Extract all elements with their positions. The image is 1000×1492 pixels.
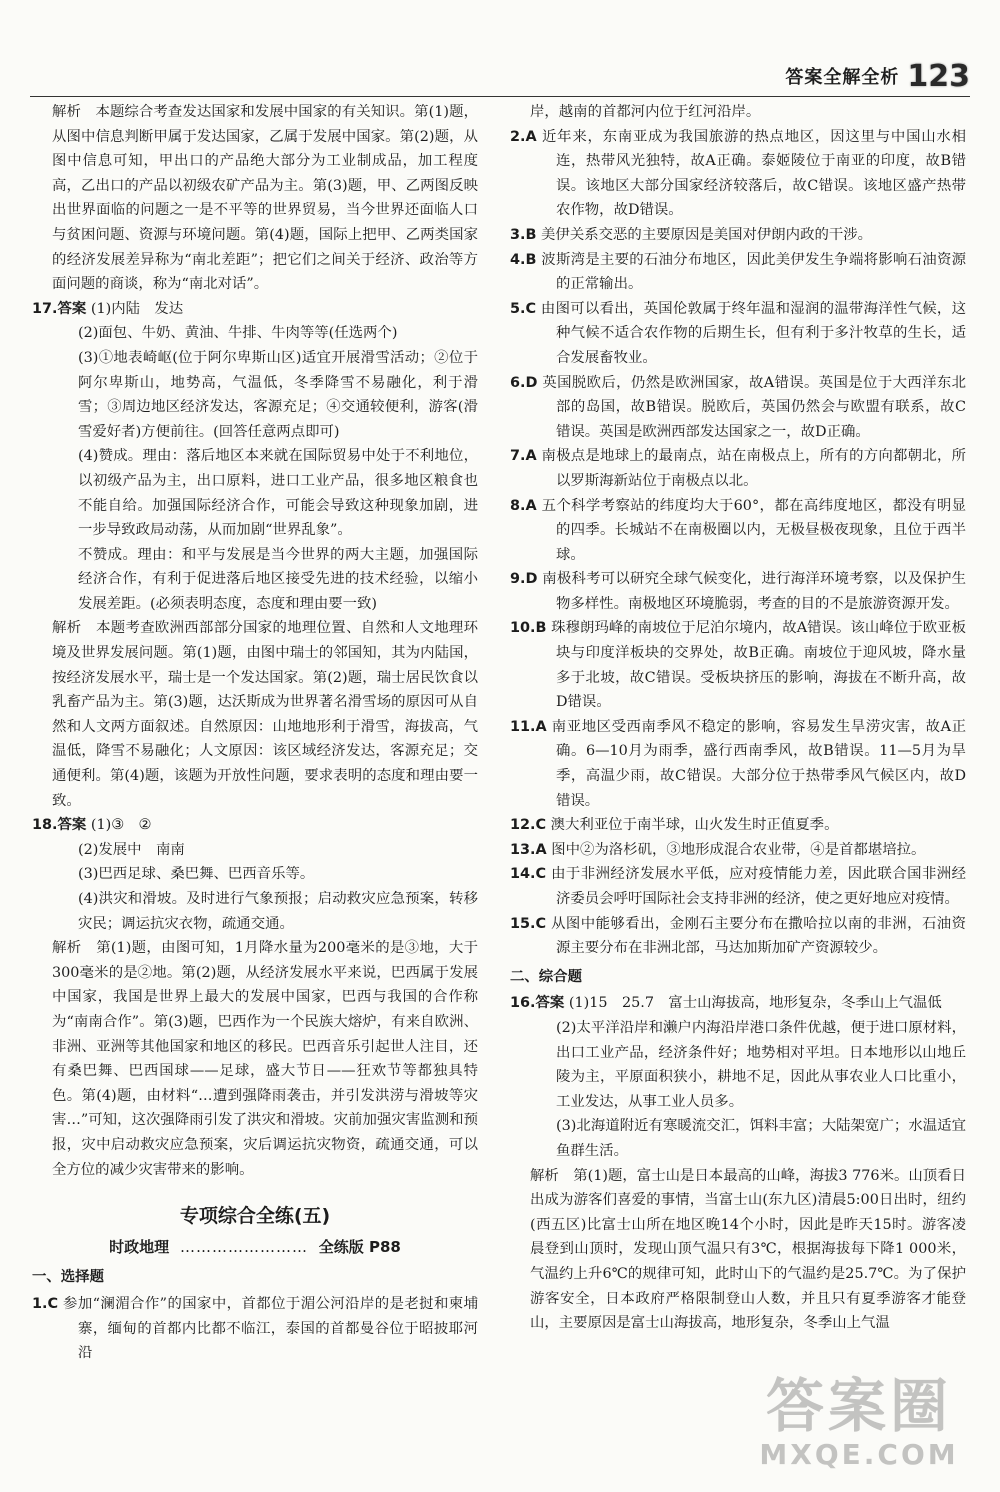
answer-text: 参加“澜湄合作”的国家中，首都位于湄公河沿岸的是老挝和柬埔寨，缅甸的首都内比都不临江，泰国的首都曼谷位于昭披耶河沿 [63,1295,479,1362]
question-number: 15.C [510,915,547,932]
answer-q11 [510,715,966,813]
part-heading: 二、综合题 [510,968,582,985]
question-number: 13.A [510,841,547,858]
answer-q3 [510,223,966,248]
question-number: 18.答案 [32,817,87,834]
explanation-q16: 解析 本题综合考查发达国家和发展中国家的有关知识。第(1)题，从图中信息判断甲属于发达国家，乙属于发展中国家。第(2)题，从图中信息可知，甲出口的产品绝大部分为工业制成品，加工程度高，乙出口的产品以初级农矿产品为主。第(3)题，甲、乙两图反映出世界面临的问题之一是不平等的世界贸易，当今世界还面临人口与贫困问题、资源与环境问题。第(4)题，国际上把甲、乙两类国家的经济发展差异称为“南北差距”；把它们之间关于经济、政治等方面问题的商谈，称为“南北对话”。 [52,104,478,293]
answer-text: 英国脱欧后，仍然是欧洲国家，故A错误。英国是位于大西洋东北部的岛国，故B错误。脱欧后，英国仍然会与欧盟有联系，故C错误。英国是欧洲西部发达国家之一，故D正确。 [542,374,966,440]
answer-text: 图中②为洛杉矶，③地形成混合农业带，④是首都堪培拉。 [551,841,926,858]
explanation-q18: 解析 第(1)题，由图可知，1月降水量为200毫米的是③地，大于300毫米的是②地。第(2)题，从经济发展水平来说，巴西属于发展中国家，我国是世界上最大的发展中国家，巴西与我国的合作称为“南南合作”。第(3)题，巴西作为一个民族大熔炉，有来自欧洲、非洲、亚洲等其他国家和地区的移民。巴西音乐引起世人注目，还有桑巴舞、巴西国球——足球，盛大节日——狂欢节等都独具特色。第(4)题，由材料“…遭到强降雨袭击，并引发洪涝与滑坡等灾害…”可知，这次强降雨引发了洪灾和滑坡。灾前加强灾害监测和预报，灾中启动救灾应急预案，灾后调运抗灾物资，疏通交通，可以全方位的减少灾害带来的影响。 [52,940,478,1178]
answer-q6 [510,371,966,445]
explanation-q17: 解析 本题考查欧洲西部部分国家的地理位置、自然和人文地理环境及世界发展问题。第(1)题，由图中瑞士的邻国知，其为内陆国，按经济发展水平，瑞士是一个发达国家。第(2)题，瑞士居民饮食以乳畜产品为主。第(3)题，达沃斯成为世界著名滑雪场的原因可从自然和人文两方面叙述。自然原因：山地地形利于滑雪，海拔高，气温低，降雪不易融化；人文原因：该区域经济发达，客源充足；交通便利。第(4)题，该题为开放性问题，要求表明的态度和理由要一致。 [52,620,478,809]
answer-text: 近年来，东南亚成为我国旅游的热点地区，因这里与中国山水相连，热带风光独特，故A正确。泰姬陵位于南亚的印度，故B错误。该地区大部分国家经济较落后，故C错误。该地区盛产热带农作物，故D错误。 [541,128,966,219]
answer-q5 [510,297,966,371]
subtitle-name: 时政地理 [109,1237,170,1256]
question-number: 7.A [510,448,537,465]
question-number: 6.D [510,374,538,391]
answer-q10 [510,616,966,714]
answer-text: (3)巴西足球、桑巴舞、巴西音乐等。 [78,866,315,883]
answer-q2 [510,125,966,223]
answer-q17 [32,297,478,322]
part-heading: 一、选择题 [32,1269,104,1286]
section-subtitle [32,1235,478,1260]
answer-q7 [510,444,966,493]
page-header [785,56,970,96]
header-divider [30,96,970,97]
question-number: 3.B [510,226,537,243]
answer-text: 南极科考可以研究全球气候变化，进行海洋环境考察，以及保护生物多样性。南极地区环境脆弱，考查的目的不是旅游资源开发。 [542,571,966,612]
answer-q16 [510,991,966,1016]
answer-q8 [510,494,966,568]
question-number: 11.A [510,718,547,735]
answer-text: (2)发展中 南南 [78,841,185,858]
answer-q12 [510,813,966,838]
question-number: 2.A [510,128,537,145]
answer-text: 珠穆朗玛峰的南坡位于尼泊尔境内，故A错误。该山峰位于欧亚板块与印度洋板块的交界处，故B正确。南坡位于迎风坡，降水量多于北坡，故C错误。受板块挤压的影响，海拔在不断升高，故D错误。 [551,620,966,711]
answer-text: 不赞成。理由：和平与发展是当今世界的两大主题，加强国际经济合作，有利于促进落后地区接受先进的技术经验，以缩小发展差距。(必须表明态度，态度和理由要一致) [78,546,478,612]
answer-text: 美伊关系交恶的主要原因是美国对伊朗内政的干涉。 [541,226,873,243]
question-number: 16.答案 [510,995,565,1012]
subtitle-reference: 全练版 P88 [318,1237,401,1256]
answer-q18 [32,813,478,838]
answer-text: (4)赞成。理由：落后地区本来就在国际贸易中处于不利地位，以初级产品为主，出口原料，进口工业产品，很多地区粮食也不能自给。加强国际经济合作，可能会导致这种现象加剧，进一步导致政局动荡，从而加剧“世界乱象”。 [78,448,478,539]
header-title: 答案全解全析 [785,67,900,88]
answer-q4 [510,248,966,297]
answer-text: 南极点是地球上的最南点，站在南极点上，所有的方向都朝北，所以罗斯海新站位于南极点以北。 [541,448,966,489]
continued-text: 岸，越南的首都河内位于红河沿岸。 [530,104,761,120]
right-column [510,100,966,1336]
answer-text: 南亚地区受西南季风不稳定的影响，容易发生旱涝灾害，故A正确。6—10月为雨季，盛行西南季风，故B错误。11—5月为旱季，高温少雨，故C错误。大部分位于热带季风气候区内，故D错误。 [551,718,966,809]
answer-text: (1)15 25.7 富士山海拔高，地形复杂，冬季山上气温低 [568,995,942,1012]
watermark-url: MXQE.COM [759,1438,959,1471]
answer-text: 澳大利亚位于南半球，山火发生时正值夏季。 [550,817,839,834]
answer-q13 [510,838,966,863]
answer-text: (2)面包、牛奶、黄油、牛排、牛肉等等(任选两个) [78,325,398,342]
question-number: 9.D [510,571,538,588]
subtitle-leader: …………………… [179,1237,308,1256]
answer-text: (2)太平洋沿岸和濑户内海沿岸港口条件优越，便于进口原材料，出口工业产品，经济条件好；地势相对平坦。日本地形以山地丘陵为主，平原面积狭小，耕地不足，因此从事农业人口比重小，工业发达，从事工业人员多。 [556,1019,966,1110]
question-number: 1.C [32,1295,59,1312]
watermark-logo [744,1374,974,1484]
question-number: 4.B [510,251,537,268]
section-title: 专项综合全练(五) [179,1205,331,1228]
answer-q9 [510,567,966,616]
question-number: 12.C [510,817,547,834]
watermark-text: 答案圈 [765,1372,952,1440]
answer-text: 五个科学考察站的纬度均大于60°，都在高纬度地区，都没有明显的四季。长城站不在南极圈以内，无极昼极夜现象，且位于西半球。 [541,497,967,563]
answer-text: 从图中能够看出，金刚石主要分布在撒哈拉以南的非洲，石油资源主要分布在非洲北部，马达加斯加矿产资源较少。 [551,915,966,957]
answer-text: 波斯湾是主要的石油分布地区，因此美伊发生争端将影响石油资源的正常输出。 [541,251,966,293]
answer-text: 由图可以看出，英国伦敦属于终年温和湿润的温带海洋性气候，这种气候不适合农作物的后期生长，但有利于多汁牧草的生长，适合发展畜牧业。 [540,300,966,366]
answer-text: (1)内陆 发达 [90,300,184,317]
question-number: 17.答案 [32,300,87,317]
answer-text: (4)洪灾和滑坡。及时进行气象预报；启动救灾应急预案，转移灾民；调运抗灾衣物，疏通交通。 [78,891,478,932]
answer-q1 [32,1292,478,1366]
answer-q14 [510,862,966,911]
answer-text: 由于非洲经济发展水平低，应对疫情能力差，因此联合国非洲经济委员会呼吁国际社会支持非洲的经济，使之更好地应对疫情。 [551,866,966,907]
explanation-q16-right: 解析 第(1)题，富士山是日本最高的山峰，海拔3 776米。山顶看日出成为游客们喜爱的事情，当富士山(东九区)清晨5:00日出时，纽约(西五区)比富士山所在地区晚14个小时，因此是昨天15时。游客凌晨登到山顶时，发现山顶气温只有3℃，根据海拔每下降1 000米，气温约上升6℃的规律可知，此时山下的气温约是25.7℃。为了保护游客安全，日本政府严格限制登山人数，并且只有夏季游客才能登山，主要原因是富士山海拔高，地形复杂，冬季山上气温 [530,1167,966,1332]
page-number: 123 [907,58,970,94]
answer-text: (1)③ ② [90,817,152,834]
question-number: 5.C [510,300,537,317]
answer-q15 [510,912,966,961]
question-number: 10.B [510,620,547,637]
left-column [32,100,478,1366]
question-number: 8.A [510,497,537,514]
answer-text: (3)①地表崎岖(位于阿尔卑斯山区)适宜开展滑雪活动；②位于阿尔卑斯山，地势高，气温低，冬季降雪不易融化，利于滑雪；③周边地区经济发达，客源充足；④交通较便利，游客(滑雪爱好者)方便前往。(回答任意两点即可) [78,349,478,440]
answer-text: (3)北海道附近有寒暖流交汇，饵料丰富；大陆架宽广；水温适宜鱼群生活。 [556,1118,966,1159]
question-number: 14.C [510,866,547,883]
